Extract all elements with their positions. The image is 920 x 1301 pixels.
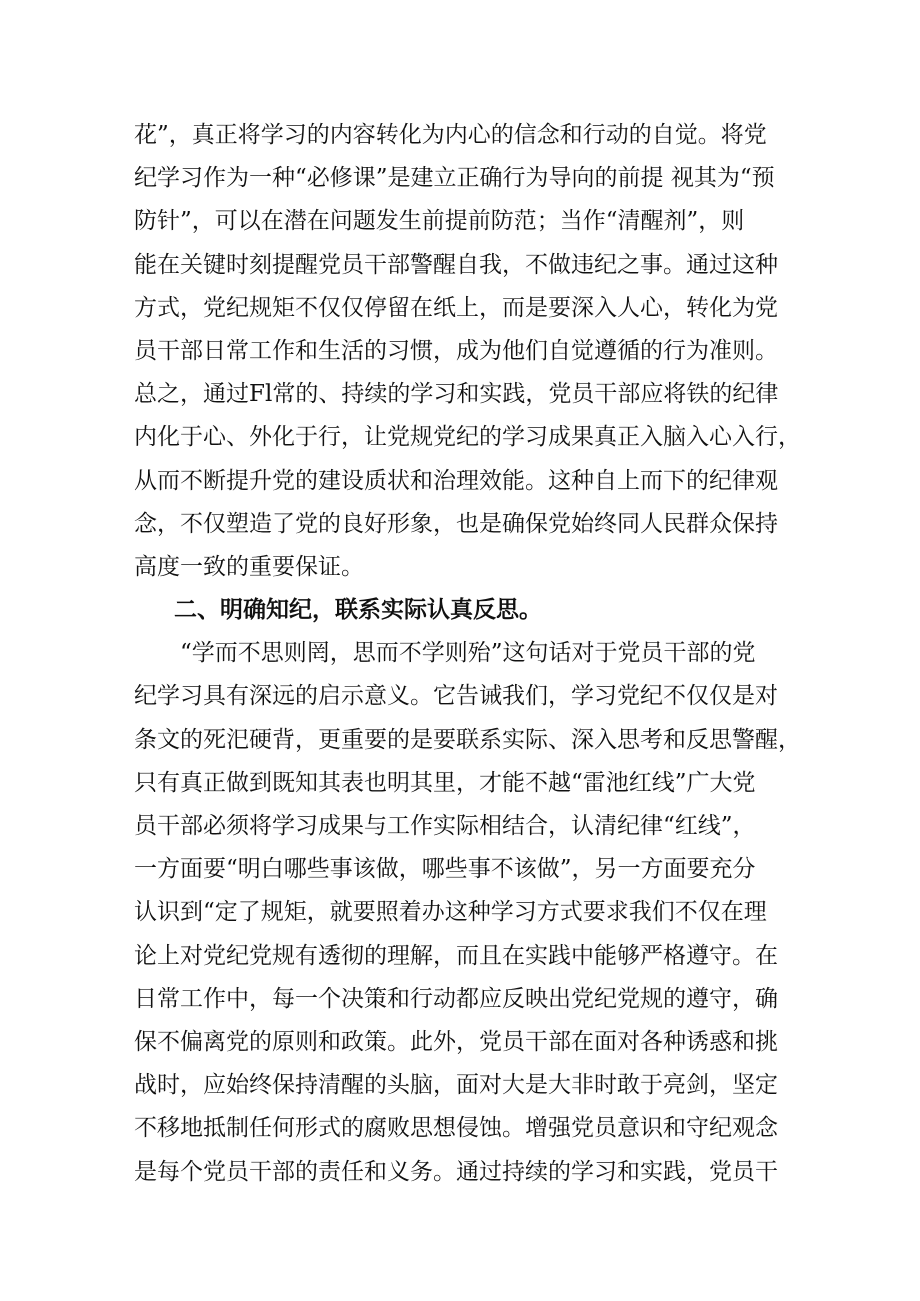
text-line: 论上对党纪党规有透彻的理解，而且在实践中能够严格遵守。在 <box>134 942 778 969</box>
section-heading: 二、明确知纪，联系实际认真反思。 <box>174 597 542 624</box>
text-line: 念，不仅塑造了党的良好形象，也是确保党始终同人民群众保持 <box>134 510 778 537</box>
text-line: 一方面要“明白哪些事该做，哪些事不该做”，另一方面要充分 <box>134 856 756 883</box>
text-line: 条文的死汜硬背，更重要的是要联系实际、深入思考和反思警醒， <box>134 726 801 753</box>
text-line: 是每个党员干部的责任和义务。通过持续的学习和实践，党员干 <box>134 1158 778 1185</box>
text-line: 内化于心、外化于行，让党规党纪的学习成果真正入脑入心入行， <box>134 424 801 451</box>
text-line: 高度一致的重要保证。 <box>134 553 364 580</box>
text-line: 认识到“定了规矩，就要照着办这种学习方式要求我们不仅在理 <box>134 899 767 926</box>
text-line: 能在关键时刻提醒党员干部警醒自我，不做违纪之事。通过这种 <box>134 251 778 278</box>
text-line: 纪学习作为一种“必修课”是建立正确行为导向的前提 视其为“预 <box>134 165 775 192</box>
paragraph-first-line: “学而不思则罔，思而不学则殆”这句话对于党员干部的党 <box>180 640 756 667</box>
text-line: 不移地抵制任何形式的腐败思想侵蚀。增强党员意识和守纪观念 <box>134 1115 778 1142</box>
text-line: 从而不断提升党的建设质状和治理效能。这种自上而下的纪律观 <box>134 467 778 494</box>
text-line: 战时，应始终保持清醒的头脑，面对大是大非时敢于亮剑，坚定 <box>134 1072 778 1099</box>
text-line: 只有真正做到既知其表也明其里，才能不越“雷池红线”广大党 <box>134 769 756 796</box>
text-line: 员干部必须将学习成果与工作实际相结合，认清纪律“红线”， <box>134 813 756 839</box>
text-line: 日常工作中，每一个决策和行动都应反映出党纪党规的遵守，确 <box>134 985 778 1012</box>
text-line: 员干部日常工作和生活的习惯，成为他们自觉遵循的行为准则。 <box>134 337 778 364</box>
text-line: 防针”，可以在潜在问题发生前提前防范；当作“清醒剂”，则 <box>134 208 745 235</box>
text-line: 保不偏离党的原则和政策。此外，党员干部在面对各种诱惑和挑 <box>134 1028 778 1055</box>
text-line: 纪学习具有深远的启示意义。它告诫我们，学习党纪不仅仅是对 <box>134 683 778 710</box>
text-line: 花”，真正将学习的内容转化为内心的信念和行动的自觉。将党 <box>134 122 767 148</box>
text-line: 总之，通过Fl常的、持续的学习和实践，党员干部应将铁的纪律 <box>134 381 779 408</box>
text-line: 方式，党纪规矩不仅仅停留在纸上，而是要深入人心，转化为党 <box>134 294 778 321</box>
body-text <box>134 114 801 1194</box>
